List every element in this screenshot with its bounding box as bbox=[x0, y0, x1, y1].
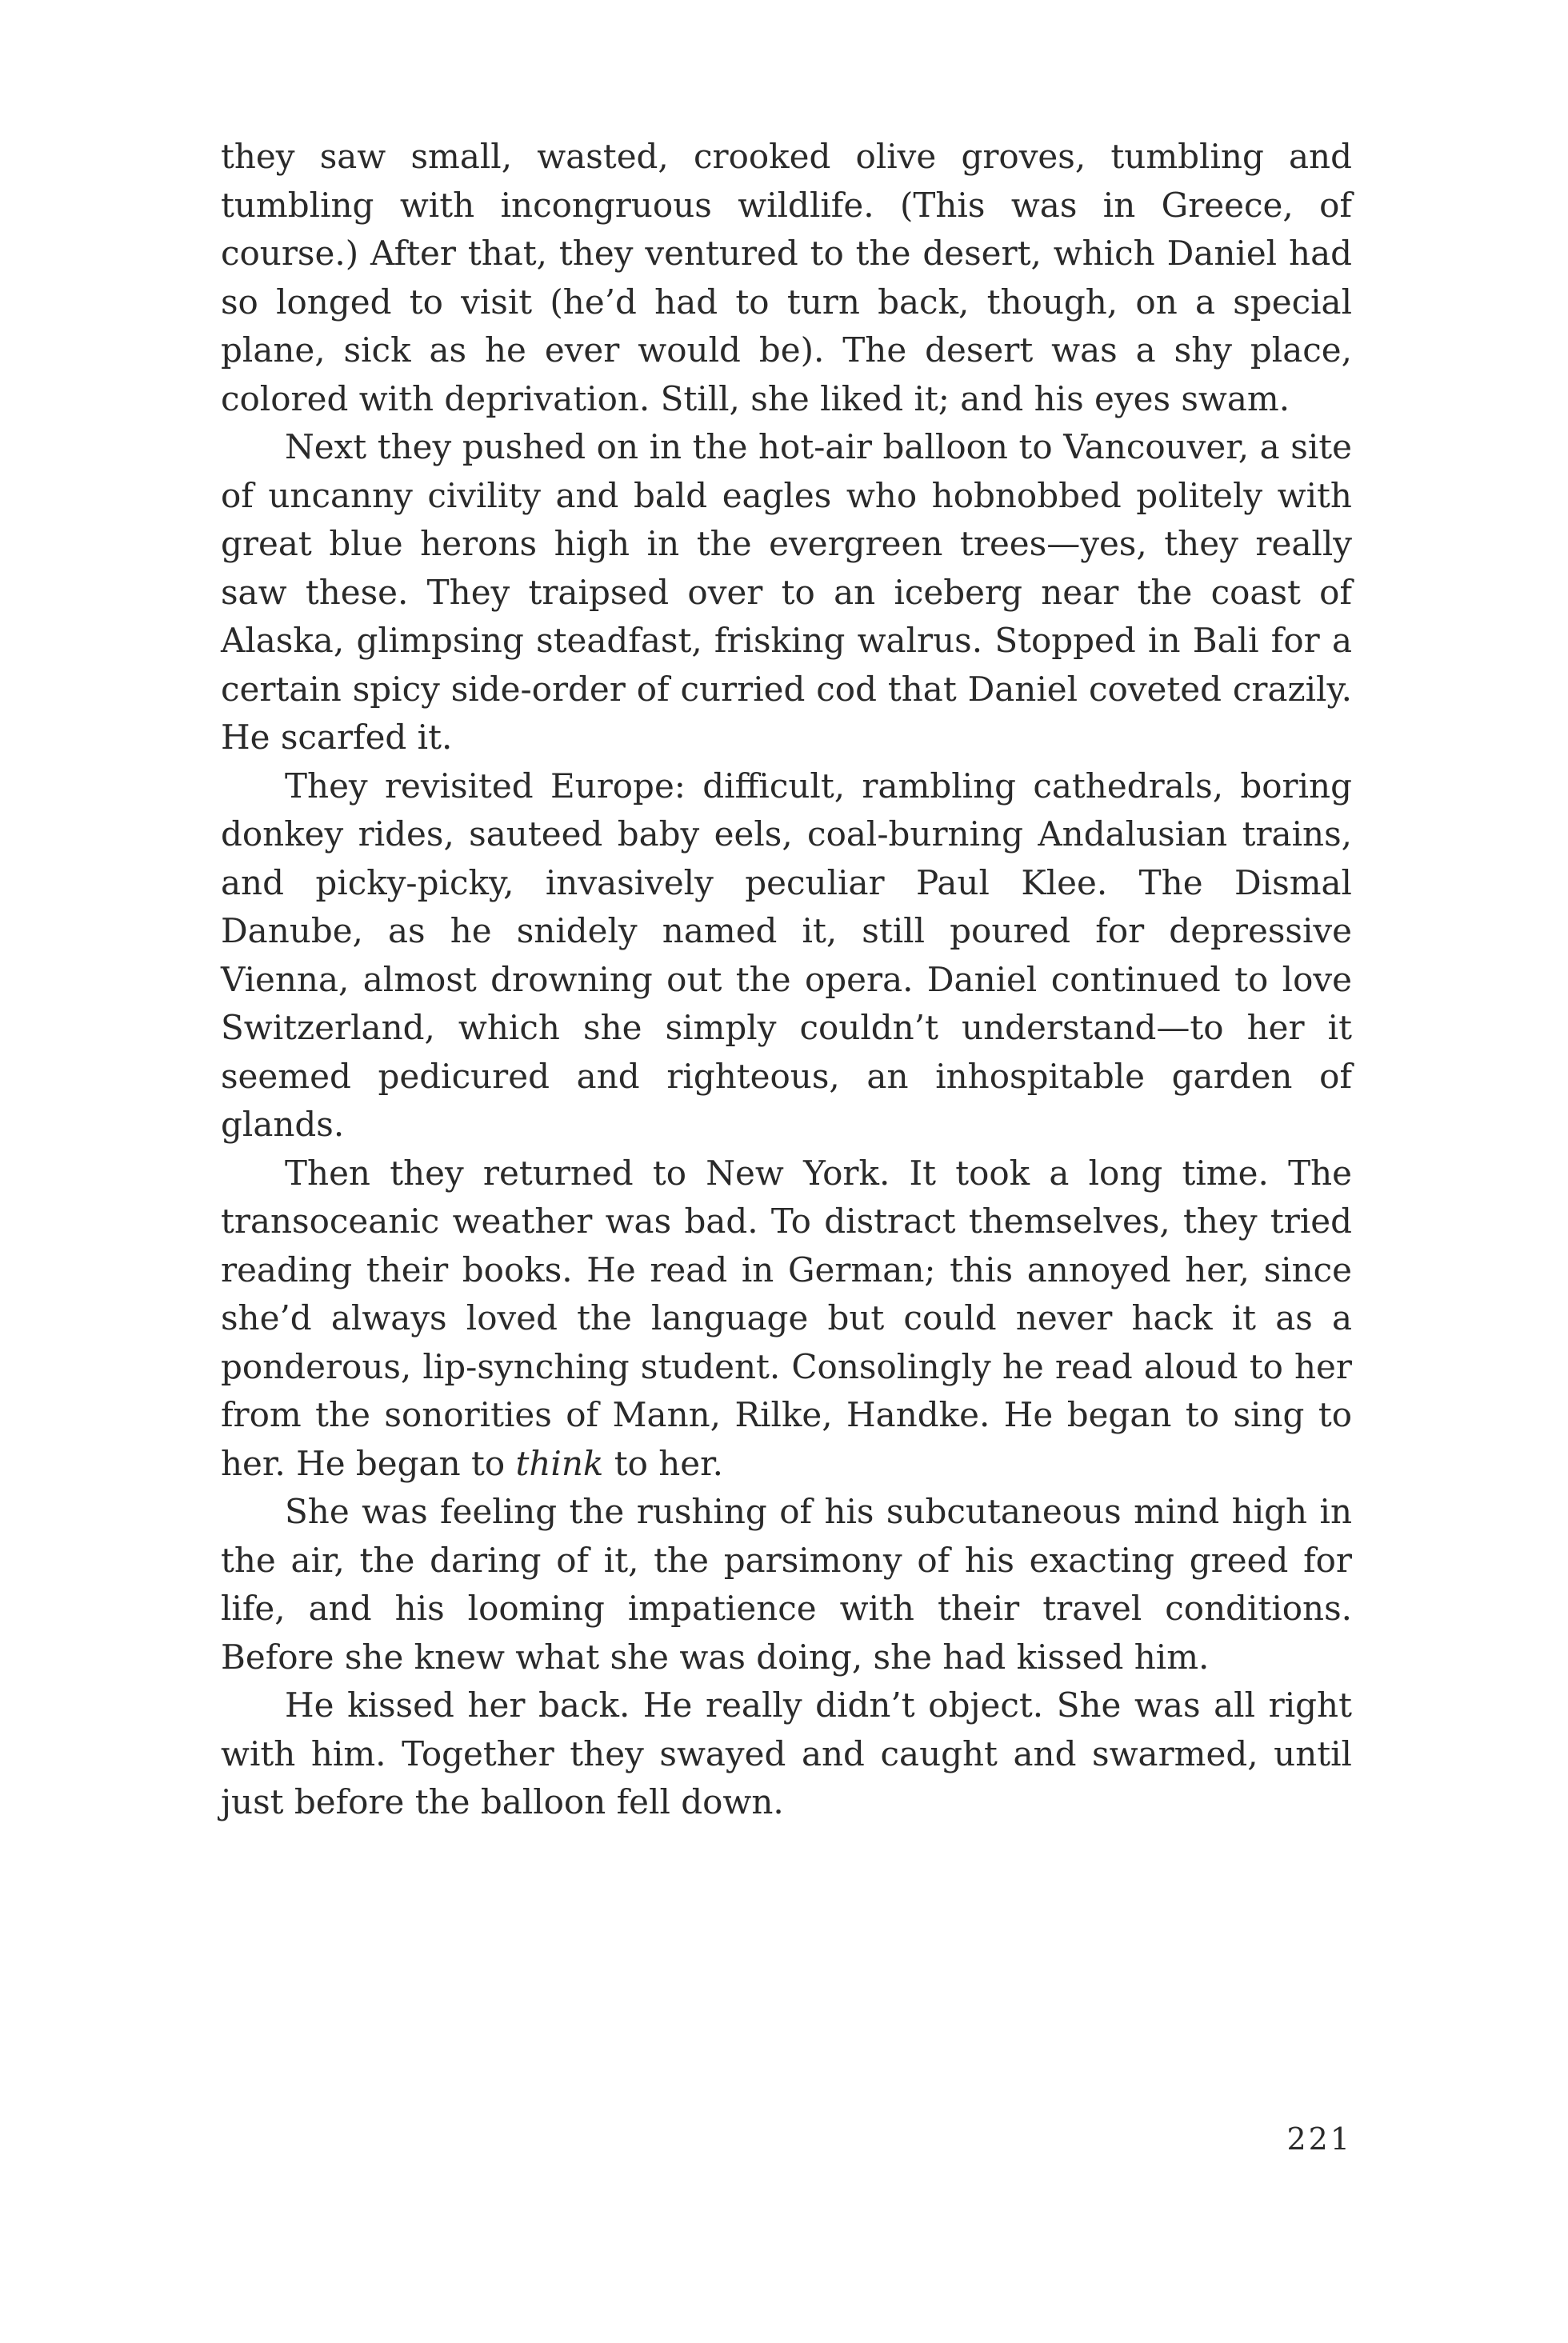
paragraph-6: He kissed her back. He really didn’t object. She was all right with him. Together they swayed and caught and swarmed, until just before the balloon fell down. bbox=[221, 1685, 1352, 1821]
paragraph-1: they saw small, wasted, crooked olive groves, tumbling and tumbling with incongruous wildlife. (This was in Greece, of course.) After that, they ventured to the desert, which Daniel had so longed to visit (he’d had to turn back, though, on a special plane, sick as he ever would be). The desert was a shy place, colored with deprivation. Still, she liked it; and his eyes swam. bbox=[221, 137, 1352, 418]
paragraph-5: She was feeling the rushing of his subcutaneous mind high in the air, the daring of it, the parsimony of his exacting greed for life, and his looming impatience with their travel conditions. Before she knew what she was doing, she had kissed him. bbox=[221, 1492, 1352, 1677]
paragraph-2: Next they pushed on in the hot-air balloon to Vancouver, a site of uncanny civility and bald eagles who hobnobbed politely with great blue herons high in the evergreen trees—yes, they really saw these. They traipsed over to an iceberg near the coast of Alaska, glimpsing steadfast, frisking walrus. Stopped in Bali for a certain spicy side-order of curried cod that Daniel coveted crazily. He scarfed it. bbox=[221, 427, 1352, 757]
page-number: 221 bbox=[1286, 2121, 1352, 2157]
paragraph-4-text-before: Then they returned to New York. It took a long time. The transoceanic weather was bad. To distract themselves, they tried reading their books. He read in German; this annoyed her, since she’d always loved the language but could never hack it as a ponderous, lip-synching student. Consolingly he read aloud to her from the sonorities of Mann, Rilke, Handke. He began to sing to her. He began to bbox=[221, 1153, 1352, 1483]
paragraph-4-emphasis: think bbox=[515, 1443, 604, 1483]
paragraph-4 bbox=[221, 1150, 1352, 1489]
paragraph-3: They revisited Europe: difficult, rambling cathedrals, boring donkey rides, sauteed baby eels, coal-burning Andalusian trains, and picky-picky, invasively peculiar Paul Klee. The Dismal Danube, as he snidely named it, still poured for depressive Vienna, almost drowning out the opera. Daniel continued to love Switzerland, which she simply couldn’t understand—to her it seemed pedicured and righteous, an inhospitable garden of glands. bbox=[221, 766, 1352, 1144]
paragraph-4-text-after: to her. bbox=[603, 1443, 723, 1483]
body-text bbox=[221, 133, 1352, 1827]
